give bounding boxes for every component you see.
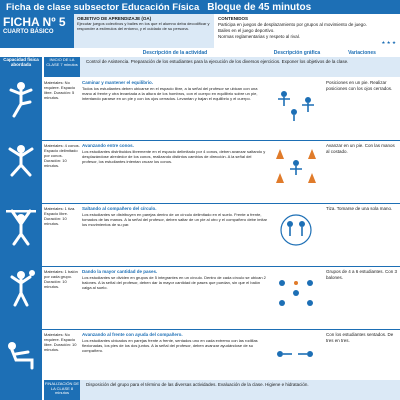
activity-title: Avanzando al frente con ayuda del compañero. — [82, 332, 183, 337]
activity-variations: Tiza. Tomarse de una sola mano. — [326, 206, 393, 211]
activity-description — [82, 80, 268, 101]
objective-title: OBJETIVO DE APRENDIZAJE (OA) — [77, 16, 152, 21]
materials-duration: Materiales: No requiere. Espacio libre. Duración: 10 minutos. — [44, 332, 77, 352]
contents-box — [214, 14, 400, 48]
activity-variations: Avanzar en un pie. Con las manos al costado. — [326, 143, 395, 154]
contents-item: Bailes en el juego deportivo. — [218, 28, 275, 33]
objective-text: Ejecutar juegos colectivos y bailes en los que el alumno deba decodificar y responder a estímulos del entorno, y el cuidado de su persona. — [77, 21, 210, 31]
materials-duration: Materiales: No requiere. Espacio libre. Duración: 5 minutos. — [44, 80, 76, 100]
class-start-text: Control de Asistencia. Preparación de los estudiantes para la ejecución de los diversos ejercicios. Exponer los objetivos de la clase. — [80, 57, 400, 77]
ficha-box — [0, 14, 74, 48]
pairs-diagram-icon — [270, 334, 322, 374]
column-header-description: Descripción de la actividad — [142, 49, 208, 56]
star-legend: ★ ★ ★ — [381, 40, 396, 45]
seated-figure-icon — [2, 332, 40, 372]
weightlifter-figure-icon — [2, 206, 40, 246]
activity-variations: Con los estudiantes sentados. De tres en tres. — [326, 332, 394, 343]
class-end-label: FINALIZACIÓN DE LA CLASE 8 minutos — [44, 380, 80, 400]
objective-box — [74, 14, 214, 48]
contents-item: Participa en juegos de desplazamiento por grupos al movimiento de juego. — [218, 22, 367, 27]
class-end-text: Disposición del grupo para el término de las diversas actividades. Evaluación de la clase. Higiene e hidratación. — [80, 380, 400, 400]
sheet-duration: Bloque de 45 minutos — [207, 1, 312, 13]
contents-item: Normas reglamentarias y respeto al rival. — [218, 34, 301, 39]
activity-title: Caminar y mantener el equilibrio. — [82, 80, 154, 85]
header-block — [0, 14, 400, 48]
balance-figure-icon — [2, 80, 40, 120]
activity-title: Avanzando entre conos. — [82, 143, 134, 148]
activity-row — [0, 78, 400, 140]
class-end-section — [44, 380, 400, 400]
activity-row — [0, 267, 400, 329]
activity-text: Todos los estudiantes deben ubicarse en el espacio libre, a la señal del profesor se ubican con una mano al frente y otra levantada a la altura de los hombros, con el cuerpo en equilibrio sobre un pie, intentando pararse en un pie y con los ojos cerrados. Levantan y bajan el equilibrio y el cuerpo. — [82, 86, 258, 101]
materials-duration: Materiales: 1 balón por cada grupo. Duración: 10 minutos. — [44, 269, 78, 289]
ball-pass-figure-icon — [2, 269, 40, 309]
materials-duration: Materiales: 4 conos. Espacio delimitado por conos. Duración: 10 minutos. — [44, 143, 80, 168]
activity-description — [82, 206, 268, 227]
group-diagram-icon — [270, 271, 322, 311]
activity-variations: Grupos de 4 a 6 estudiantes. Con 3 balones. — [326, 269, 398, 280]
column-header-graphic: Descripción gráfica — [273, 49, 321, 56]
activity-title: Dando la mayor cantidad de pases. — [82, 269, 158, 274]
activity-description — [82, 332, 268, 353]
curso-label: CUARTO BÁSICO — [3, 29, 54, 35]
activity-row — [0, 141, 400, 203]
ficha-number: FICHA Nº 5 — [3, 15, 66, 29]
column-header-variations: Variaciones — [348, 49, 376, 56]
cones-diagram-icon — [270, 145, 322, 185]
class-start-section — [44, 57, 400, 77]
activity-diagram-icon — [270, 82, 322, 122]
activity-row — [0, 204, 400, 266]
activity-description — [82, 269, 268, 290]
materials-duration: Materiales: 1 tiza. Espacio libre. Duración: 10 minutos. — [44, 206, 76, 226]
activity-title: Saltando al compañero del círculo. — [82, 206, 157, 211]
activity-row — [0, 330, 400, 378]
jumping-figure-icon — [2, 143, 40, 183]
title-bar — [0, 0, 400, 14]
activity-text: Los estudiantes distribuidos libremente en el espacio delimitado por 4 conos, deben avanzar saltando y desplazándose alrededor de los conos, realizando distintos cambios de dirección. A la señal del profesor, los estudiantes intentan cruzar los conos. — [82, 149, 266, 164]
activity-description — [82, 143, 268, 164]
sheet-title: Ficha de clase subsector Educación Física — [6, 1, 200, 13]
activity-text: Los estudiantes se distribuyen en parejas dentro de un círculo delimitado en el suelo. Frente a frente, tomados de las manos. A la señal del profesor, deben saltar de un pie al otro y el compañero debe imitar los movimientos de su par. — [82, 212, 267, 227]
circle-diagram-icon — [270, 208, 322, 248]
capacity-label: Capacidad física abordada — [3, 57, 39, 67]
contents-title: CONTENIDOS — [218, 16, 249, 21]
activity-variations: Posiciones en un pie. Realizar posiciones con los ojos cerrados. — [326, 80, 393, 91]
activity-text: Los estudiantes se dividen en grupos de 5 integrantes en un círculo. Dentro de cada círculo se ubican 2 balones. A la señal del profesor, deben dar la mayor cantidad de pases que puedan, sin que el balón caiga al suelo. — [82, 275, 266, 290]
class-start-label: INICIO DE LA CLASE 7 minutos — [44, 57, 80, 77]
activity-text: Los estudiantes ubicados en parejas frente a frente, sentados uno en cada extremo con las rodillas flexionadas, los pies de los dos juntos. A la señal del profesor, deben avanzar ayudándose de su compañero. — [82, 338, 258, 353]
